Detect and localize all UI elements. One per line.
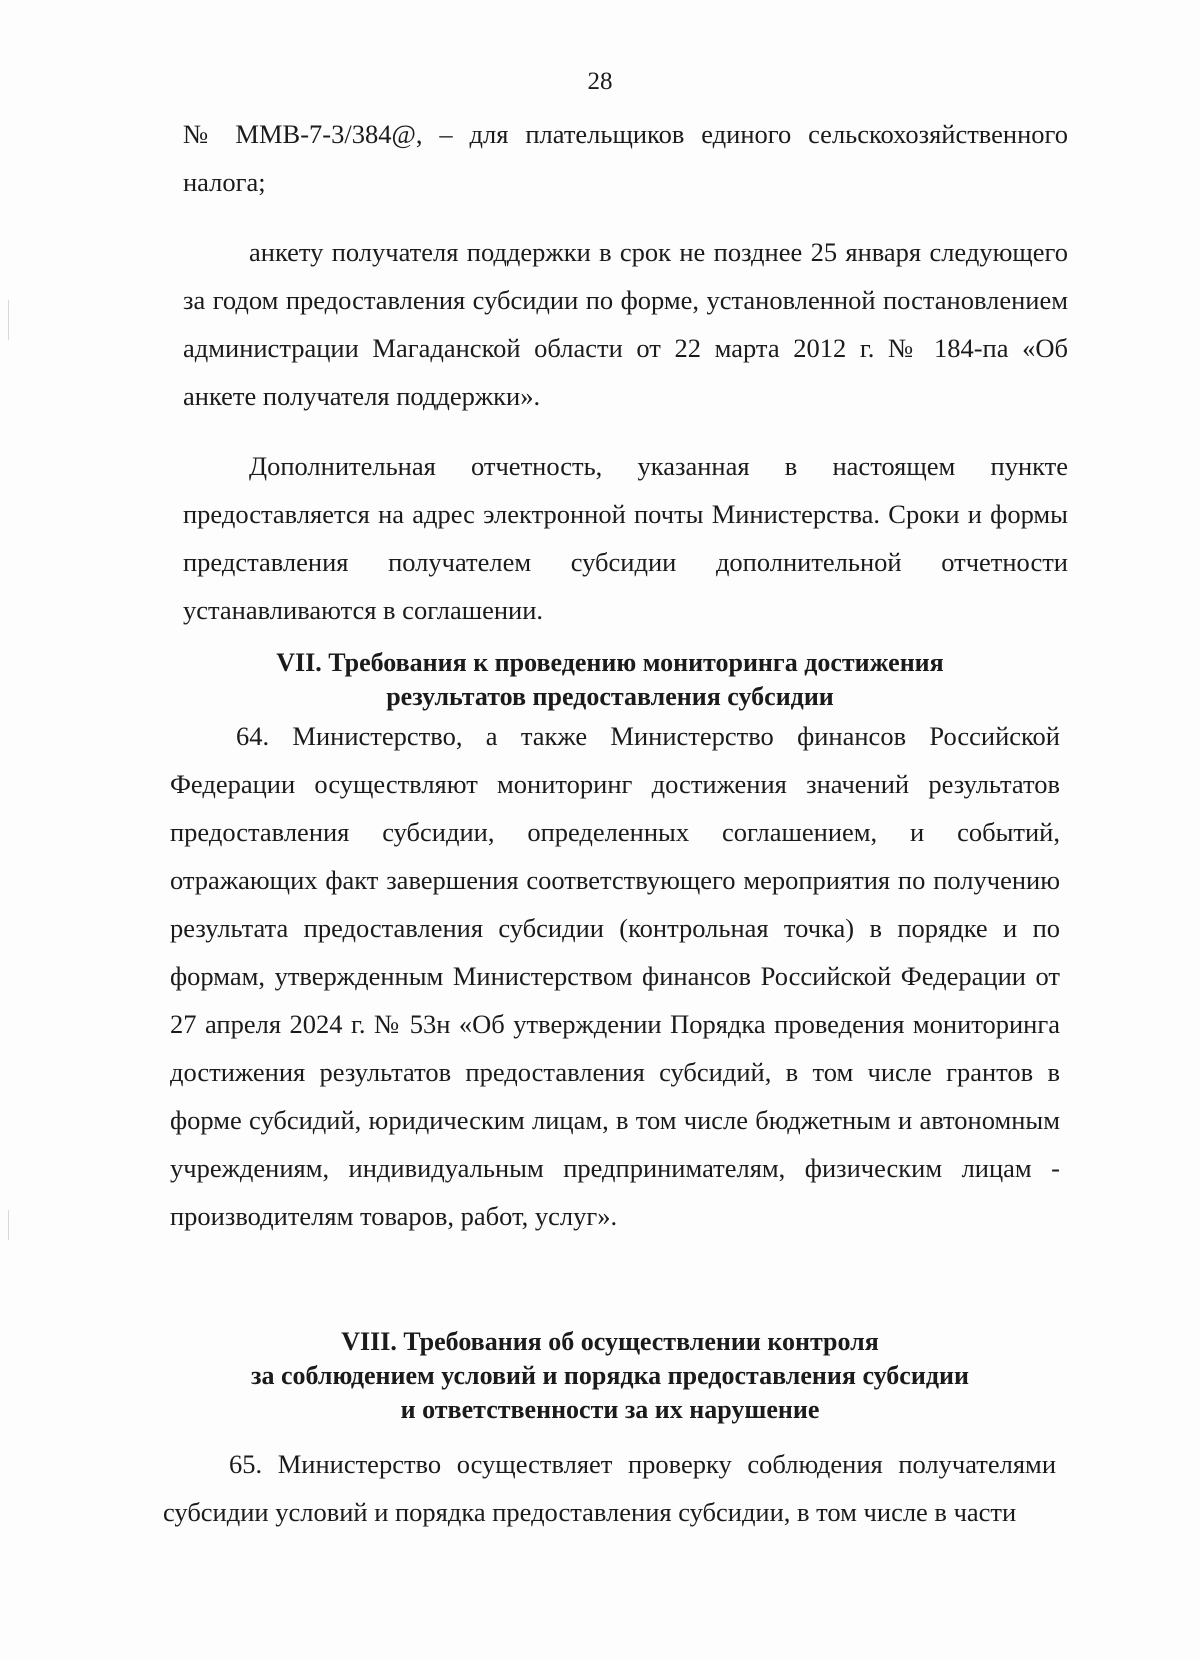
scan-edge-mark — [8, 1210, 9, 1240]
section-8-heading-line: VIII. Требования об осуществлении контроля — [341, 1327, 879, 1356]
section-7-heading-line: VII. Требования к проведению мониторинга достижения — [276, 648, 944, 677]
scan-edge-mark — [8, 300, 9, 340]
section-8-heading-line: и ответственности за их нарушение — [400, 1395, 820, 1424]
page-number: 28 — [587, 68, 613, 95]
section-8-heading — [160, 1325, 1060, 1427]
section-8-heading-line: за соблюдением условий и порядка предоставления субсидии — [251, 1361, 969, 1390]
paragraph-65: 65. Министерство осуществляет проверку соблюдения получателями субсидии условий и порядка предоставления субсидии, в том числе в части — [163, 1449, 1056, 1527]
section-8-text — [163, 1440, 1056, 1536]
paragraph-64: 64. Министерство, а также Министерство финансов Российской Федерации осуществляют мониторинг достижения значений результатов предоставления субсидии, определенных соглашением, и событий, отражающих факт завершения соответствующего мероприятия по получению результата предоставления субсидии (контрольная точка) в порядке и по формам, утвержденным Министерством финансов Российской Федерации от 27 апреля 2024 г. № 53н «Об утверждении Порядка проведения мониторинга достижения результатов предоставления субсидий, в том числе грантов в форме субсидий, юридическим лицам, в том числе бюджетным и автономным учреждениям, индивидуальным предпринимателям, физическим лицам - производителям товаров, работ, услуг». — [170, 721, 1060, 1231]
section-7-heading — [160, 646, 1060, 714]
paragraph-tax-reference: № ММВ-7-3/384@, – для плательщиков единого сельскохозяйственного налога; — [183, 119, 1068, 197]
paragraph-additional-reporting: Дополнительная отчетность, указанная в настоящем пункте предоставляется на адрес электронной почты Министерства. Сроки и формы представления получателем субсидии дополнительной отчетности устанавливаются в соглашении. — [183, 451, 1068, 625]
paragraph-recipient-questionnaire: анкету получателя поддержки в срок не позднее 25 января следующего за годом предоставления субсидии по форме, установленной постановлением администрации Магаданской области от 22 марта 2012 г. № 184-па «Об анкете получателя поддержки». — [183, 237, 1068, 411]
intro-text — [183, 110, 1068, 634]
section-7-heading-line: результатов предоставления субсидии — [386, 682, 834, 711]
section-7-text — [170, 712, 1060, 1240]
